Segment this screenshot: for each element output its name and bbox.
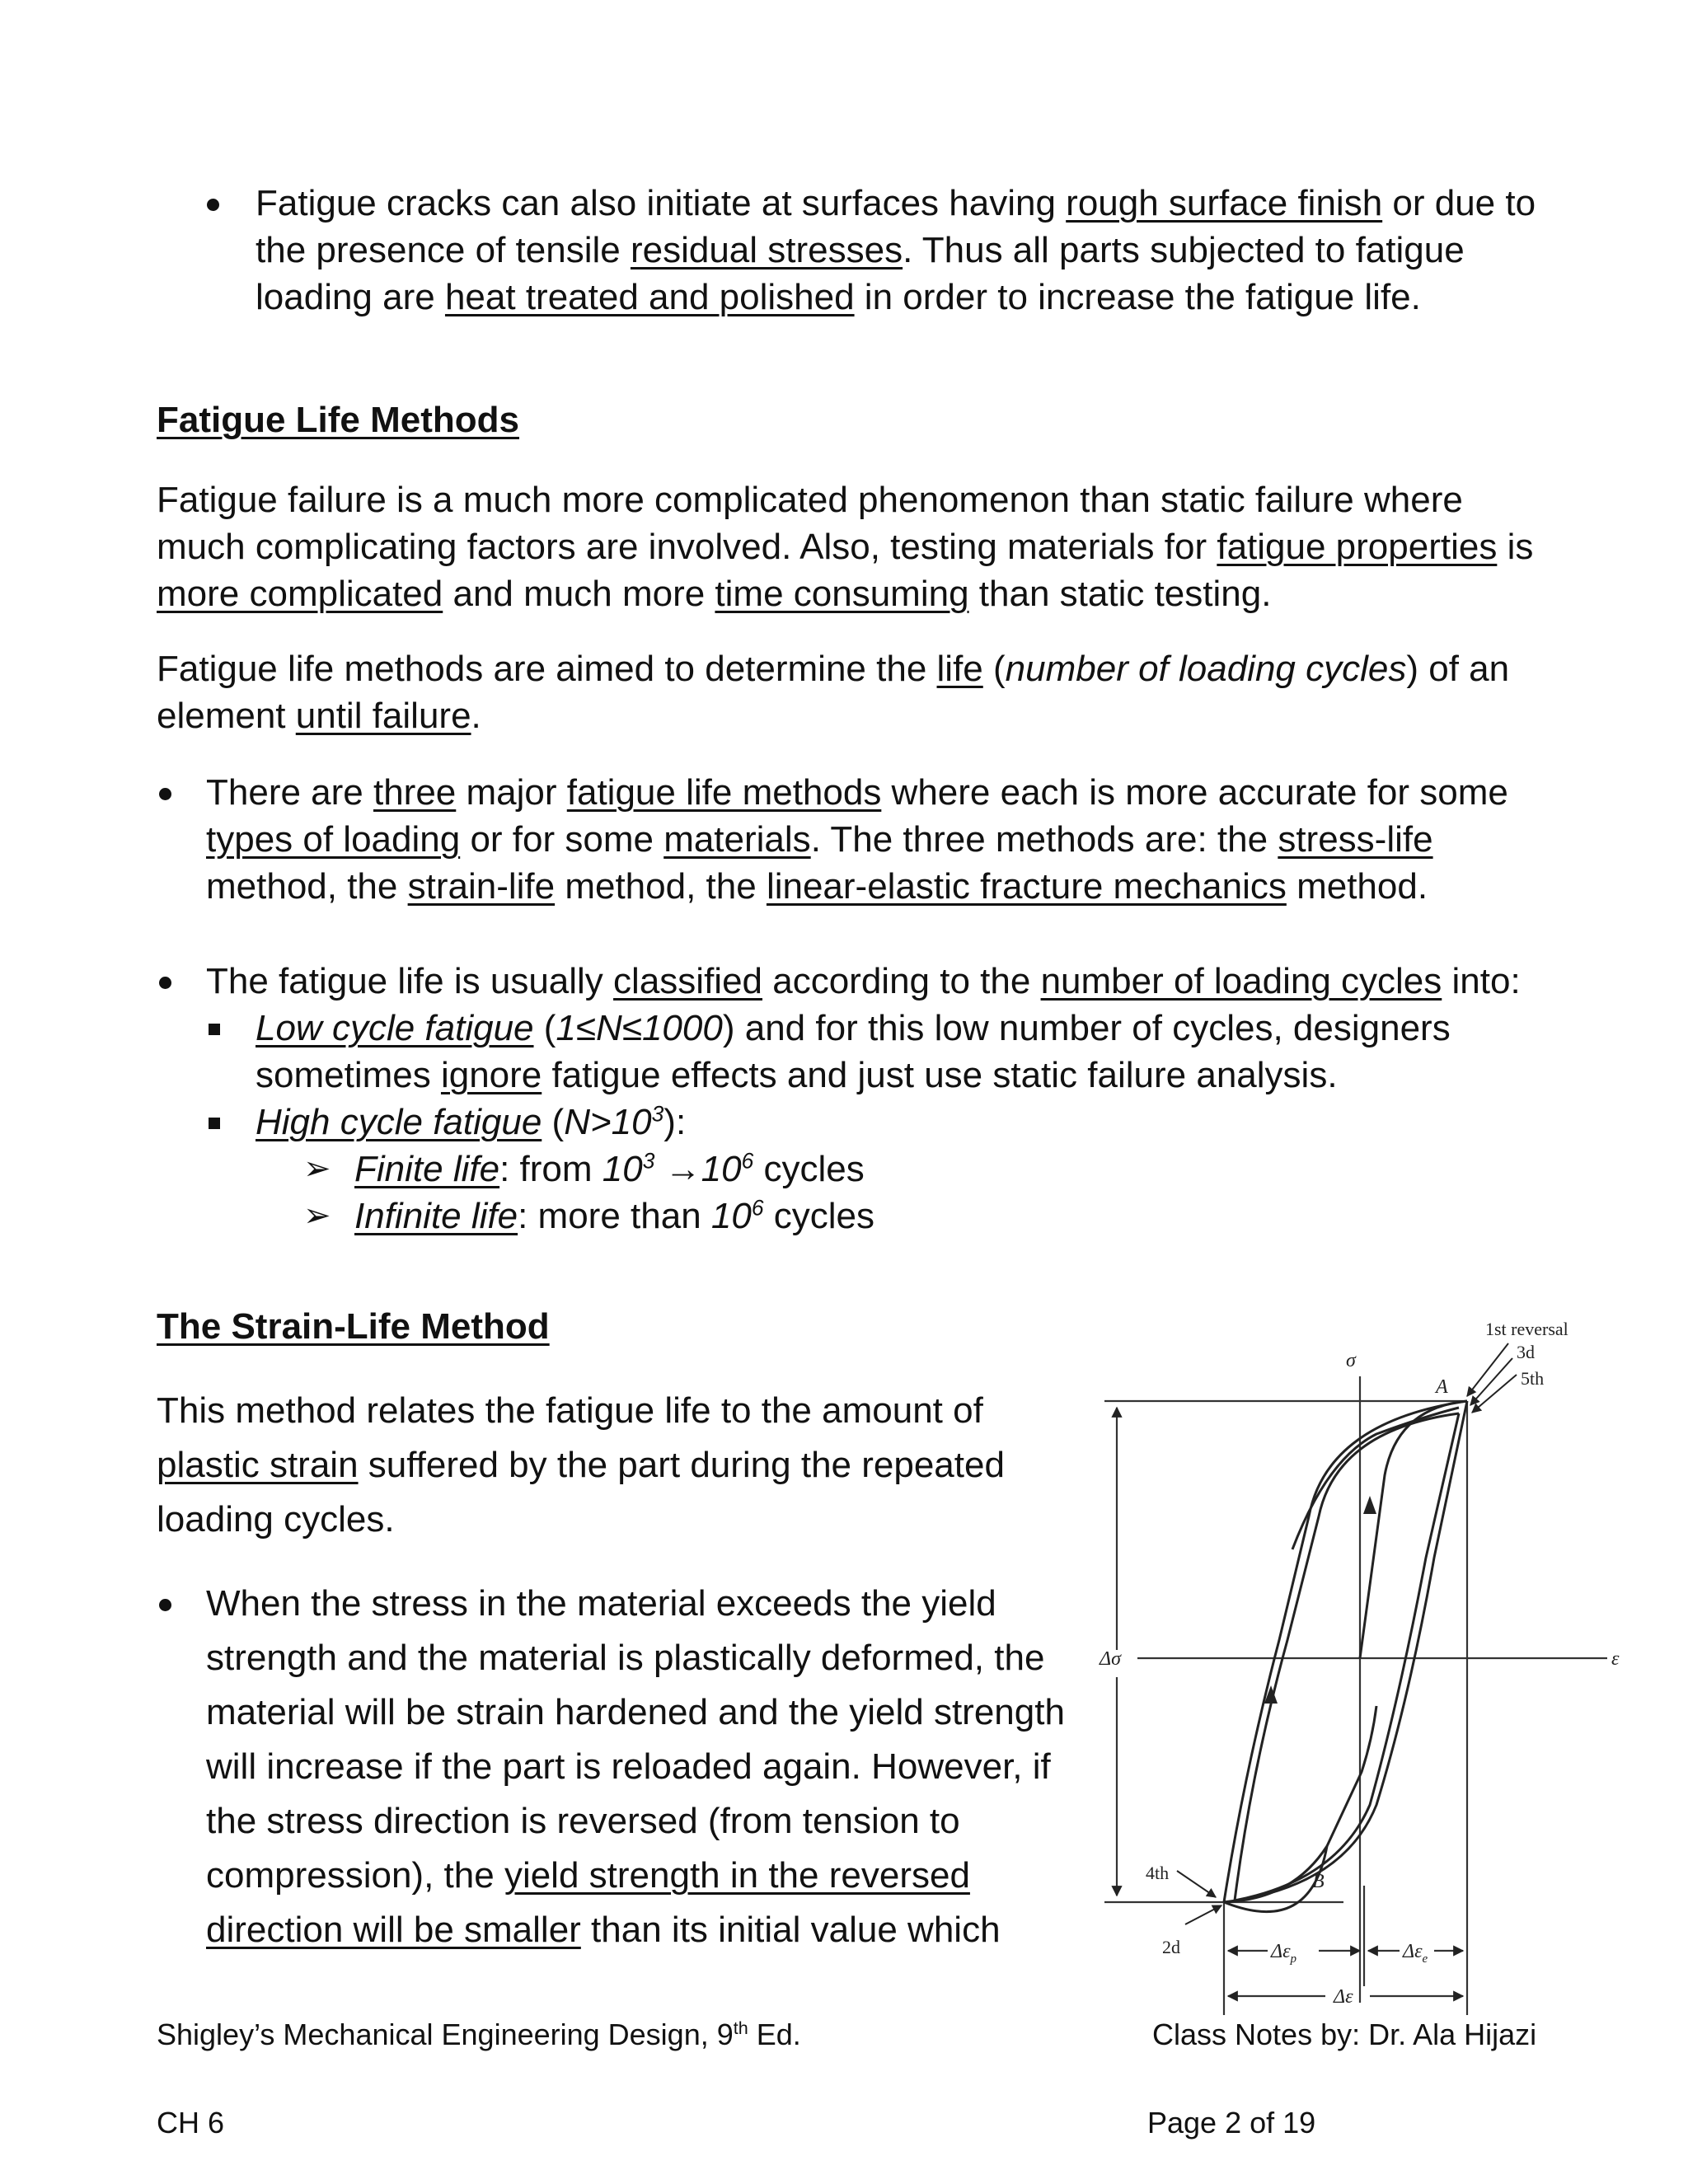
underlined-term: strain-life [407,866,556,907]
paragraph-line: the stress direction is reversed (from tension to [206,1801,960,1841]
bullet-dot [159,977,171,989]
second-label: 2d [1162,1937,1180,1957]
underlined-term: life [936,649,983,689]
paragraph-line: The fatigue life is usually classified according to the number of loading cycles into: [206,961,1521,1001]
paragraph-line: material will be strain hardened and the yield strength [206,1692,1065,1732]
underlined-term: classified [613,961,763,1001]
paragraph-line: Fatigue life methods are aimed to determine the life (number of loading cycles) of an [157,649,1510,689]
section-heading: Fatigue Life Methods [157,400,519,440]
point-b-label: B [1312,1871,1325,1892]
paragraph-line: more complicated and much more time consuming than static testing. [157,574,1272,614]
paragraph-line: Fatigue cracks can also initiate at surfaces having rough surface finish or due to [256,183,1536,223]
footer-page-number: Page 2 of 19 [1147,2106,1316,2139]
paragraph-line: Fatigue failure is a much more complicated phenomenon than static failure where [157,480,1463,520]
underlined-term: rough surface finish [1066,183,1383,223]
paragraph-line: method, the strain-life method, the linear-elastic fracture mechanics method. [206,866,1428,907]
loop-upper-branch [1224,1401,1467,1902]
paragraph-line: much complicating factors are involved. Also, testing materials for fatigue properties is [157,527,1534,567]
underlined-term: three [373,772,457,813]
underlined-term: High cycle fatigue [256,1102,542,1142]
underlined-term: residual stresses [630,230,903,270]
paragraph-line: the presence of tensile residual stresses. Thus all parts subjected to fatigue [256,230,1465,270]
underlined-term: plastic strain [157,1445,359,1485]
paragraph-line: Finite life: from $10^3 \to 10^6$ cycles [354,1148,865,1189]
underlined-term: heat treated and polished [444,277,855,317]
paragraph-line: plastic strain suffered by the part during the repeated [157,1445,1005,1485]
underlined-term: until failure [295,696,471,736]
underlined-term: time consuming [715,574,969,614]
paragraph-line: types of loading or for some materials. The three methods are: the stress-life [206,819,1433,860]
paragraph-line: Low cycle fatigue (1≤N≤1000) and for this low number of cycles, designers [256,1008,1451,1048]
underlined-term: Low cycle fatigue [256,1008,534,1048]
paragraph-line: There are three major fatigue life methods where each is more accurate for some [206,772,1508,813]
delta-sigma-label: Δσ [1100,1648,1121,1670]
footer-notes: Class Notes by: Dr. Ala Hijazi [1152,2018,1537,2051]
paragraph-line: direction will be smaller than its initial value which [206,1910,1001,1950]
paragraph-line: strength and the material is plastically deformed, the [206,1638,1045,1678]
underlined-term: fatigue properties [1217,527,1498,567]
hysteresis-loop-figure [1080,1310,1624,2019]
bullet-dot [159,1599,171,1611]
paragraph-line: compression), the yield strength in the reversed [206,1855,970,1896]
underlined-term: Infinite life [354,1196,518,1236]
arrow-bullet-icon: ➢ [303,1197,331,1234]
footer-chapter: CH 6 [157,2106,225,2139]
underlined-term: yield strength in the reversed [504,1855,970,1896]
underlined-term: ignore [440,1055,542,1095]
paragraph-line: will increase if the part is reloaded again. However, if [206,1746,1051,1787]
loop-lower-branch [1224,1401,1467,1902]
paragraph-line: loading cycles. [157,1499,395,1540]
underlined-term: Finite life [354,1149,500,1189]
bullet-dot [159,788,171,800]
paragraph-line: High cycle fatigue $(N>10^3)$: [256,1101,687,1142]
paragraph-line: element until failure. [157,696,481,736]
paragraph-line: sometimes ignore fatigue effects and just use static failure analysis. [256,1055,1338,1095]
paragraph-line: Infinite life: more than $10^6$ cycles [354,1195,875,1236]
underlined-term: fatigue life methods [566,772,882,813]
underlined-term: stress-life [1278,819,1433,860]
section-heading: The Strain-Life Method [157,1306,550,1347]
underlined-term: types of loading [206,819,461,860]
underlined-term: linear-elastic fracture mechanics [766,866,1287,907]
underlined-term: more complicated [157,574,443,614]
delta-eps-p-label: $\Delta\varepsilon_p$ [1271,1941,1297,1966]
square-bullet [209,1118,220,1129]
first-reversal-label: 1st reversal [1485,1319,1568,1339]
fourth-label: 4th [1146,1863,1170,1883]
underlined-term: materials [663,819,811,860]
paragraph-line: loading are heat treated and polished in order to increase the fatigue life. [256,277,1421,317]
point-a-label: A [1436,1376,1448,1398]
bullet-dot [207,199,219,211]
epsilon-label: ε [1611,1648,1620,1670]
underlined-term: number of loading cycles [1040,961,1442,1001]
sigma-label: σ [1346,1350,1356,1371]
delta-eps-e-label: $\Delta\varepsilon_e$ [1403,1941,1428,1966]
fifth-label: 5th [1521,1368,1545,1389]
paragraph-line: This method relates the fatigue life to the amount of [157,1390,983,1431]
delta-eps-label: Δε [1334,1986,1353,2008]
square-bullet [209,1024,220,1035]
footer-book: Shigley’s Mechanical Engineering Design, 9th Ed. [157,2018,801,2051]
underlined-term: direction will be smaller [206,1910,581,1950]
third-label: 3d [1517,1342,1535,1362]
paragraph-line: When the stress in the material exceeds the yield [206,1583,996,1624]
arrow-bullet-icon: ➢ [303,1151,331,1187]
